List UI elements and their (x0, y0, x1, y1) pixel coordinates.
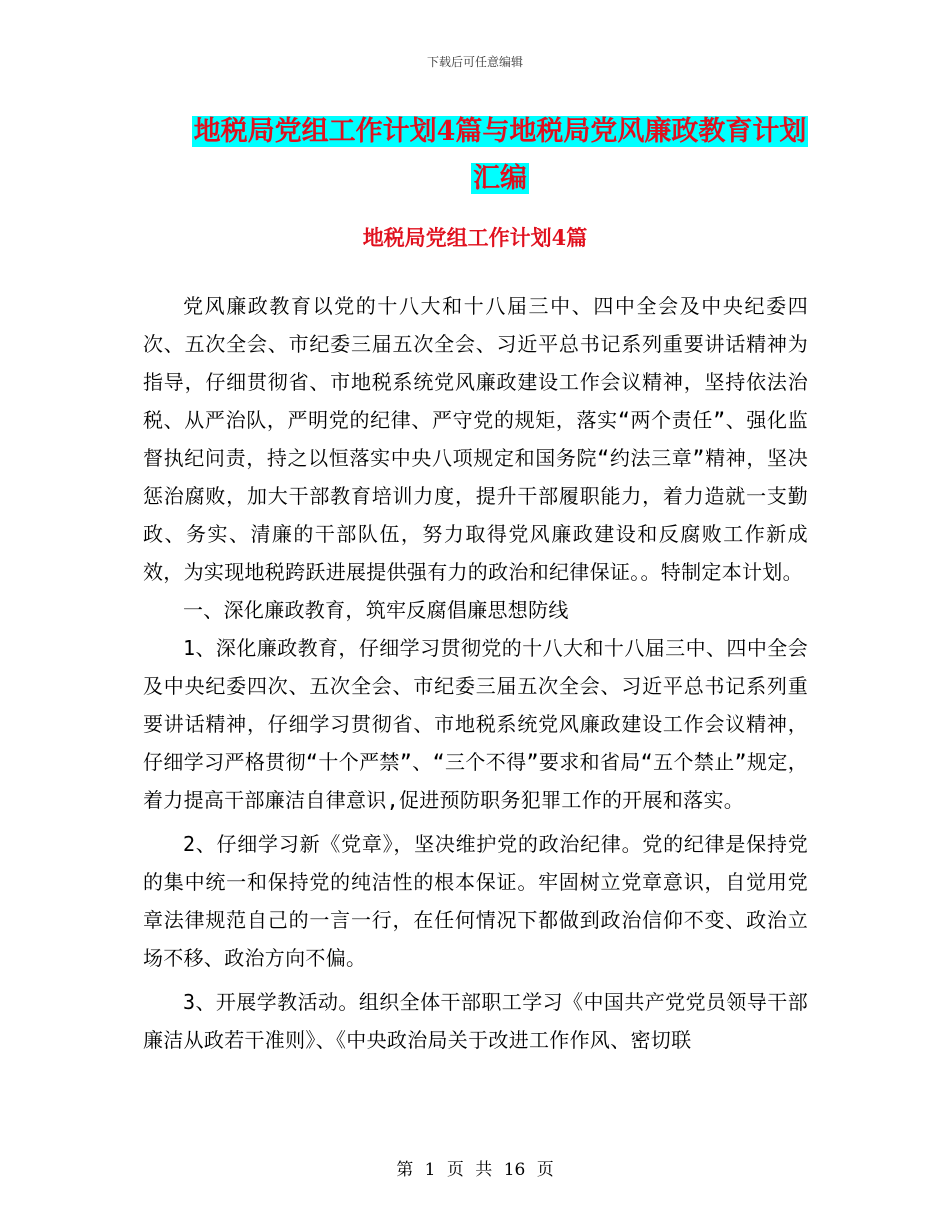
section-title: 地税局党组工作计划4篇 (362, 225, 588, 250)
paragraph-intro: 党风廉政教育以党的十八大和十八届三中、四中全会及中央纪委四次、五次全会、市纪委三届五次全会、习近平总书记系列重要讲话精神为指导，仔细贯彻省、市地税系统党风廉政建设工作会议精神，坚持依法治税、从严治队，严明党的纪律、严守党的规矩，落实“两个责任”、强化监督执纪问责，持之以恒落实中央八项规定和国务院“约法三章”精神，坚决惩治腐败，加大干部教育培训力度，提升干部履职能力，着力造就一支勤政、务实、清廉的干部队伍，努力取得党风廉政建设和反腐败工作新成效，为实现地税跨跃进展提供强有力的政治和纪律保证。。特制定本计划。 (143, 294, 808, 584)
header-note: 下载后可任意编辑 (426, 55, 523, 69)
document-title-line2: 汇编 (473, 163, 527, 194)
document-body (143, 287, 808, 1059)
paragraph-item-2: 2、仔细学习新《党章》，坚决维护党的政治纪律。党的纪律是保持党的集中统一和保持党的纯洁性的根本保证。牢固树立党章意识，自觉用党章法律规范自己的一言一行，在任何情况下都做到政治信仰不变、政治立场不移、政治方向不偏。 (143, 832, 808, 970)
document-title-line1: 地税局党组工作计划4篇与地税局党风廉政教育计划 (193, 116, 807, 147)
document-title (190, 108, 810, 202)
page-footer: 第 1 页 共 16 页 (396, 1160, 554, 1180)
paragraph-heading-1: 一、深化廉政教育，筑牢反腐倡廉思想防线 (183, 598, 569, 622)
paragraph-item-3: 3、开展学教活动。组织全体干部职工学习《中国共产党党员领导干部廉洁从政若干准则》、《中央政治局关于改进工作作风、密切联 (143, 990, 808, 1052)
paragraph-item-1: 1、深化廉政教育，仔细学习贯彻党的十八大和十八届三中、四中全会及中央纪委四次、五次全会、市纪委三届五次全会、习近平总书记系列重要讲话精神，仔细学习贯彻省、市地税系统党风廉政建设工作会议精神，仔细学习严格贯彻“十个严禁”、“三个不得”要求和省局“五个禁止”规定，着力提高干部廉洁自律意识,促进预防职务犯罪工作的开展和落实。 (143, 636, 808, 812)
